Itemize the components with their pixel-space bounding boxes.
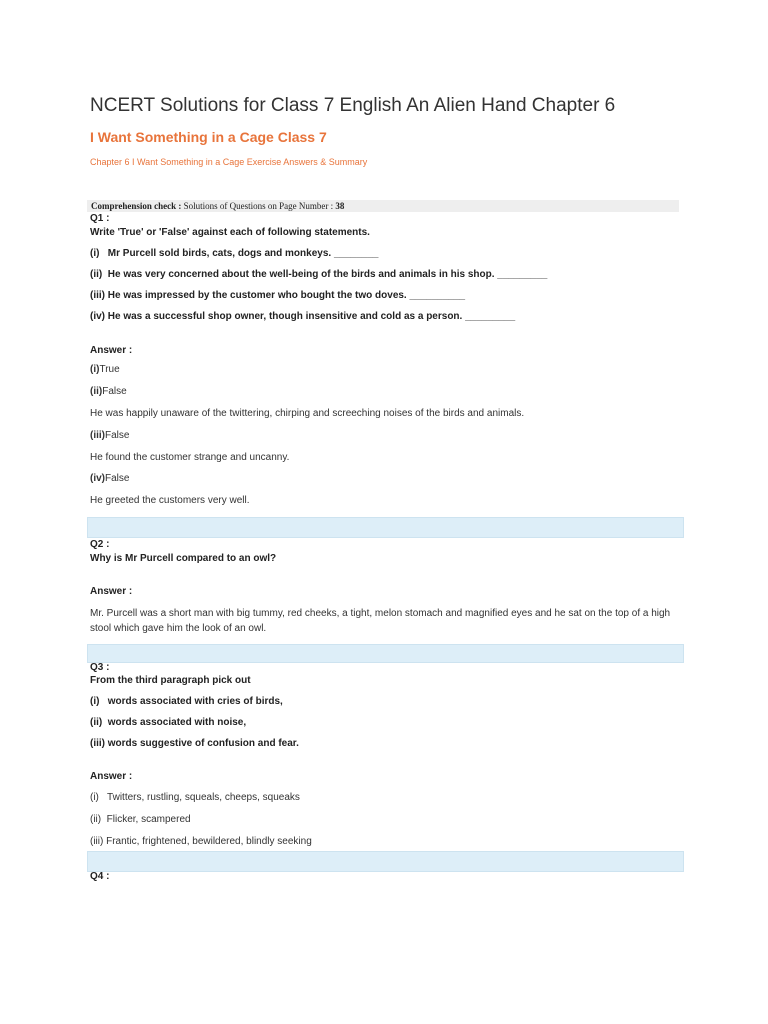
answer-num: (iii) (90, 430, 105, 441)
comprehension-label: Comprehension check : (91, 201, 182, 211)
q1-statement: (iv) He was a successful shop owner, though insensitive and cold as a person. _________ (90, 311, 516, 322)
page-title: NCERT Solutions for Class 7 English An Alien Hand Chapter 6 (90, 95, 616, 116)
q1-statement: (i) Mr Purcell sold birds, cats, dogs and monkeys. ________ (90, 248, 379, 259)
page-caption: Chapter 6 I Want Something in a Cage Exercise Answers & Summary (90, 157, 368, 167)
q3-prompt: From the third paragraph pick out (90, 675, 251, 686)
answer-num: (ii) (90, 386, 103, 397)
q3-item: (i) words associated with cries of birds, (90, 696, 283, 707)
q3-answer-item: (i) Twitters, rustling, squeals, cheeps, squeaks (90, 792, 300, 803)
page-subtitle: I Want Something in a Cage Class 7 (90, 129, 327, 145)
q1-answer-explanation: He greeted the customers very well. (90, 495, 250, 506)
section-separator (87, 644, 684, 663)
answer-num: (i) (90, 364, 100, 375)
q2-answer-text: Mr. Purcell was a short man with big tummy, red cheeks, a tight, melon stomach and magnified eyes and he sat on the top of a high stool which gave him the look of an owl. (90, 608, 671, 634)
q1-answer-explanation: He found the customer strange and uncanny. (90, 452, 290, 463)
q4-label: Q4 : (90, 871, 110, 882)
q1-statement: (iii) He was impressed by the customer who bought the two doves. __________ (90, 290, 466, 301)
q2-label: Q2 : (90, 539, 110, 550)
q1-answer-label: Answer : (90, 345, 133, 356)
comprehension-page: 38 (335, 201, 345, 211)
section-separator (87, 851, 684, 872)
answer-val: False (105, 473, 130, 484)
answer-val: False (105, 430, 130, 441)
q1-answer-item (90, 386, 127, 397)
section-separator (87, 517, 684, 538)
q2-prompt: Why is Mr Purcell compared to an owl? (90, 553, 277, 564)
q1-prompt: Write 'True' or 'False' against each of following statements. (90, 227, 370, 238)
q3-answer-item: (ii) Flicker, scampered (90, 814, 191, 825)
answer-val: False (102, 386, 127, 397)
q2-answer-label: Answer : (90, 586, 133, 597)
q3-item: (ii) words associated with noise, (90, 717, 247, 728)
q1-answer-item (90, 364, 120, 375)
q1-label: Q1 : (90, 213, 110, 224)
q3-answer-label: Answer : (90, 771, 133, 782)
q3-label: Q3 : (90, 662, 110, 673)
answer-num: (iv) (90, 473, 105, 484)
q1-answer-item (90, 430, 129, 441)
q1-statement: (ii) He was very concerned about the well-being of the birds and animals in his shop. _________ (90, 269, 548, 280)
comprehension-heading (91, 201, 344, 211)
comprehension-text: Solutions of Questions on Page Number : (181, 201, 336, 211)
q3-answer-item: (iii) Frantic, frightened, bewildered, blindly seeking (90, 836, 312, 847)
q1-answer-explanation: He was happily unaware of the twittering, chirping and screeching noises of the birds and animals. (90, 408, 525, 419)
answer-val: True (99, 364, 120, 375)
q3-item: (iii) words suggestive of confusion and fear. (90, 738, 299, 749)
q1-answer-item (90, 473, 129, 484)
